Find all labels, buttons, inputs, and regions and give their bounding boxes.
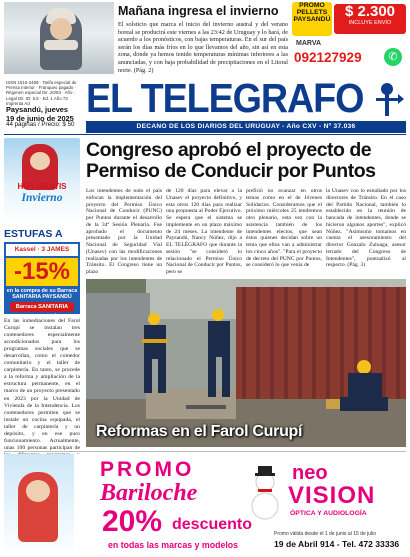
ad-bariloche: Bariloche [100, 480, 198, 506]
gas-ad-brands: Kassel · 3 JAMES [6, 244, 78, 256]
divider [4, 134, 406, 135]
workers-scene [86, 279, 406, 447]
gas-heater-ad[interactable] [4, 242, 80, 314]
pellets-phone: 092127929 [294, 50, 362, 65]
date-line-1: Paysandú, jueves [6, 105, 69, 114]
winter-supplement-promo[interactable] [4, 138, 80, 222]
pellets-brand-1: PROMO [299, 2, 325, 9]
ad-model-photo [4, 454, 74, 555]
pellets-brand-2: PELLETS [296, 9, 328, 16]
ad-marcas: en todas las marcas y modelos [108, 540, 239, 550]
gas-ad-discount: -15% [6, 258, 78, 286]
ad-percent: 20% [102, 505, 163, 538]
masthead-price: 44 páginas / Precio: $ 50 [6, 121, 75, 128]
wind-vane-icon [374, 80, 404, 118]
winter-photo [4, 2, 114, 74]
neovision-logo [284, 462, 402, 528]
divider [4, 451, 406, 452]
vision-word: VISION [288, 482, 376, 509]
pellets-label: MARVA [296, 40, 322, 47]
pellets-amount-sub: INCLUYE ENVÍO [348, 20, 392, 26]
masthead-meta: ISSN 1510-2459 · Tarifa especial de Prensa Interior · Franqueo pagado · Régimen especial Dir. 20/83 · Año · Legal Dir. ID: 5.5 · Ed. 1 Año 73 Imprenta Ad [6, 80, 77, 106]
whatsapp-icon: ✆ [384, 48, 402, 66]
winter-promo-title: Invierno [21, 192, 63, 204]
optica-line: ÓPTICA Y AUDIOLOGÍA [290, 510, 367, 517]
main-story-col-3: prefirió no avanzar en otros temas como en el de Jóvenes Solidarios. Consideramos que el próximo miércoles 25 tendremos otro plenario, esta vez con la asistencia también de los intendentes electos, que sean éstos quienes decidan sobre un tema que ellos van a administrar los cinco años". "Para el proyecto de decreto del PUNC por Puntos, se consideró lo que venía de [246, 188, 322, 269]
newspaper-logo[interactable] [86, 76, 380, 120]
neo-word: neo [292, 462, 328, 484]
farol-story-text: En las inmediaciones del Farol Curupí se instalan tres contenedores especialmente acondicionados para los programas sociales que se desarrollan, como el comedor comunitario y el taller de carpintería. En tanto, se procede a la reforma y ampliación de la estructura permanente, en el marco de un proyecto presentado en 2023 por la Unidad de Vivienda de la Intendencia. Los contenedores permiten que se instale un cocina equipada, el taller de carpintería y un depósito, y en ese puro funcionamiento. Actualmente, unas 100 personas participan de [4, 318, 80, 451]
farol-photo[interactable] [86, 279, 406, 447]
top-strip [0, 0, 410, 76]
pellets-logo [292, 2, 332, 36]
ad-promo-word: PROMO [100, 458, 195, 481]
pellets-amount: $ 2.300 [344, 3, 396, 20]
logo-text: EL TELEGRAFO [86, 75, 364, 121]
gas-ad-title: ESTUFAS A [4, 228, 63, 240]
gas-ad-sub: en la compra de su Barraca SANITARIA PAYSANDÚ [6, 288, 78, 301]
optica-promo-ad[interactable] [4, 454, 406, 555]
top-story-title[interactable]: Mañana ingresa el invierno [118, 4, 279, 18]
tagline-bar: DECANO DE LOS DIARIOS DEL URUGUAY - Año CXV - Nº 37.036 [86, 121, 406, 133]
snowman-icon [250, 462, 280, 522]
photo-caption: Reformas en el Farol Curupí [96, 423, 303, 440]
main-headline[interactable]: Congreso aprobó el proyecto de Permiso de Conducir por Puntos [86, 139, 376, 182]
pellets-ad[interactable] [292, 2, 408, 74]
pellets-price [334, 4, 406, 34]
top-story-text: El solsticio que marca el inicio del invierno austral y del verano boreal se producirá este viernes a las 23:42 de Uruguay y lo hará, de acuerdo a los pronósticos, con bajas temperaturas. En el sur del país serán los días más fríos en lo que llevamos del año, sin así en esta zona, donde ya hemos tenido temperaturas mínimas inferiores a las anunciadas, y con baja probabilidad de precipitaciones en el Litoral norte. (Pág. 2) [118, 21, 288, 74]
main-story-col-4: la Unasev con lo estudiado por los directores de Tránsito. En el caso del Partido Nacional, también lo establecido en la reunión de bancada de intendentes, donde se hicieron algunos aportes", explicó Núñez. "Asimismo tomamos en cuenta el asesoramiento del director Gonzalo Zuluaga, asesor letrado del Congreso de Intendentes", puntualizó al respecto. (Pág. 3) [326, 188, 406, 269]
gas-ad-store: Barraca SANITARIA [10, 302, 74, 312]
date-line-2: 19 de junio de 2025 [6, 113, 74, 123]
ad-address: 19 de Abril 914 - Tel. 472 33336 [274, 539, 400, 549]
ad-descuento: descuento [172, 516, 253, 533]
winter-promo-hoy: HOY GRATIS [17, 182, 67, 191]
ad-validity: Promo válida desde el 1 de junio al 15 de julio [274, 531, 377, 537]
main-story-col-2: de 120 días para elevar a la Unasev el proyecto definitivo, y esta otros 120 días para realizar una propuesta al Poder Ejecutivo. Se espera que el sistema se implemente en un plazo máximo de 24 meses. La intendente de Paysandú, Nancy Núñez, dijo a EL TELÉGRAFO que durante la sesión "se consideró lo relacionado el Permiso Único Nacional de Conducir por Puntos, pero se [166, 188, 242, 275]
main-story-col-1: Los intendentes de todo el país enfocan la implementación del proyecto del Permiso Único Nacional de Conducir (PUNC) por Puntos durante el desarrollo de la 34ª Sesión Plenaria. Fue aprobado el documento presentado por la Unidad Nacional de Seguridad Vial (Unasev) con las modificaciones realizadas por los intendentes de Tránsito. El Congreso tiene un plazo [86, 188, 162, 275]
pellets-brand-3: PAYSANDÚ [293, 16, 331, 23]
